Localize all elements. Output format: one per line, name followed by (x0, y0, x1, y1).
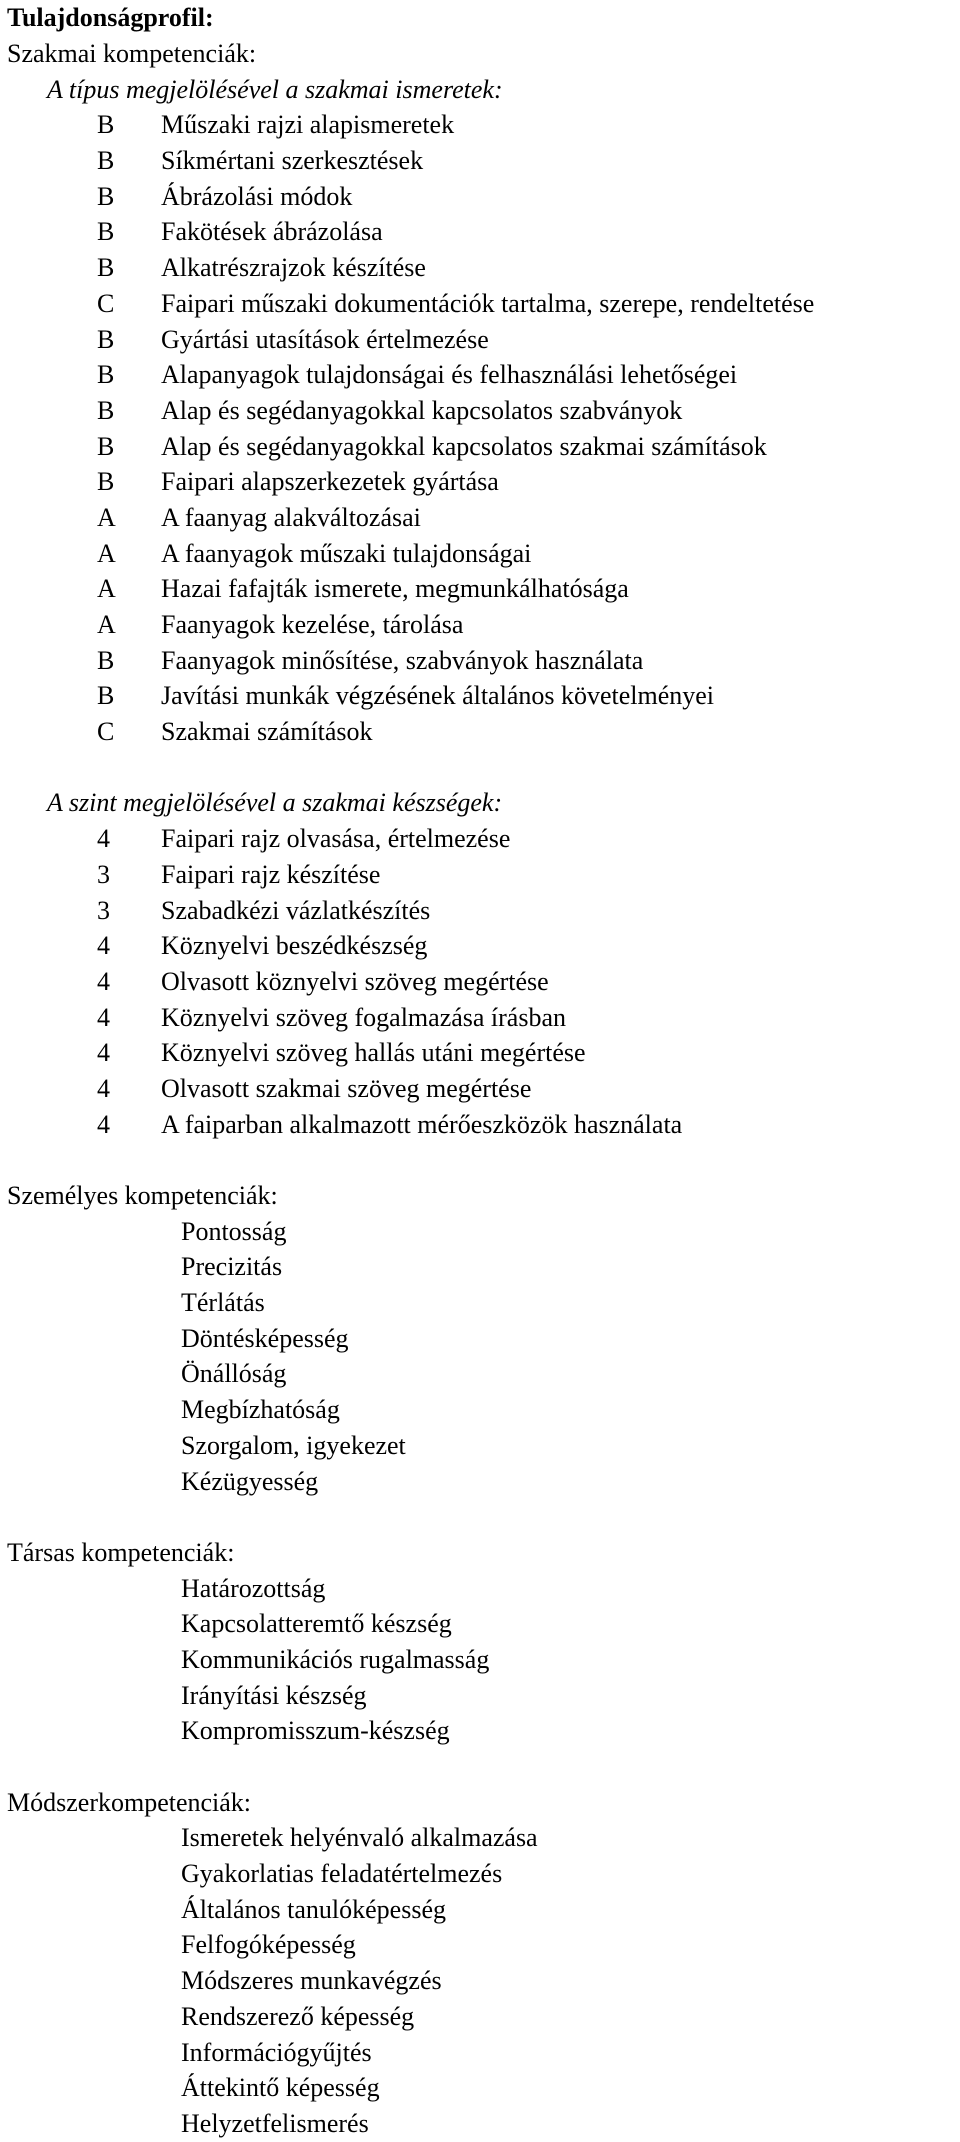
skill-item-label: Olvasott szakmai szöveg megértése (161, 1073, 532, 1103)
skill-item (7, 928, 953, 964)
document (7, 0, 953, 2142)
knowledge-item (7, 571, 953, 607)
knowledge-item (7, 464, 953, 500)
knowledge-item (7, 714, 953, 750)
knowledge-item-code: A (97, 538, 116, 568)
personal-competencies-section (7, 1178, 953, 1499)
method-competency-item: Információgyűjtés (181, 2037, 372, 2067)
personal-competency-item: Kézügyesség (181, 1466, 319, 1496)
skill-item (7, 821, 953, 857)
knowledge-item-code: B (97, 681, 115, 711)
knowledge-item-code: B (97, 431, 115, 461)
method-competency-item: Általános tanulóképesség (181, 1894, 446, 1924)
knowledge-item-label: Síkmértani szerkesztések (161, 146, 424, 176)
method-competency-item: Áttekintő képesség (181, 2073, 380, 2103)
knowledge-list (7, 107, 953, 749)
knowledge-item (7, 322, 953, 358)
professional-competencies-section (7, 36, 953, 1142)
method-competency-item: Felfogóképesség (181, 1930, 356, 1960)
skill-item (7, 1035, 953, 1071)
knowledge-item-code: B (97, 324, 115, 354)
personal-competency-item: Önállóság (181, 1359, 287, 1389)
skill-item (7, 893, 953, 929)
knowledge-item-label: Faipari műszaki dokumentációk tartalma, szerepe, rendeltetése (161, 288, 815, 318)
knowledge-item-label: Hazai fafajták ismerete, megmunkálhatósága (161, 574, 629, 604)
skill-item (7, 1000, 953, 1036)
skill-item-code: 4 (97, 1109, 110, 1139)
knowledge-item (7, 250, 953, 286)
knowledge-item-label: Ábrázolási módok (161, 181, 353, 211)
personal-competencies-heading: Személyes kompetenciák: (7, 1181, 278, 1210)
skills-list (7, 821, 953, 1142)
method-competency-item: Gyakorlatias feladatértelmezés (181, 1859, 503, 1889)
social-competency-item: Kapcsolatteremtő készség (181, 1609, 452, 1639)
social-list (7, 1571, 953, 1749)
knowledge-item (7, 214, 953, 250)
skill-item-code: 4 (97, 824, 110, 854)
skill-item (7, 1071, 953, 1107)
social-competencies-section (7, 1535, 953, 1749)
method-competencies-heading: Módszerkompetenciák: (7, 1787, 252, 1817)
method-competency-item: Helyzetfelismerés (181, 2108, 369, 2138)
skills-subheading: A szint megjelölésével a szakmai készségek: (47, 788, 503, 818)
personal-competency-item: Térlátás (181, 1288, 265, 1318)
knowledge-item (7, 357, 953, 393)
skill-item-label: Köznyelvi beszédkészség (161, 931, 428, 961)
knowledge-item-code: C (97, 288, 115, 318)
knowledge-item (7, 607, 953, 643)
knowledge-item-code: C (97, 717, 115, 747)
skill-item-code: 4 (97, 1073, 110, 1103)
knowledge-item-label: Faanyagok kezelése, tárolása (161, 610, 464, 639)
knowledge-item-label: Faanyagok minősítése, szabványok használata (161, 645, 644, 675)
document-title: Tulajdonságprofil: (7, 3, 214, 32)
knowledge-item-label: A faanyag alakváltozásai (161, 502, 421, 532)
skill-item-label: Szabadkézi vázlatkészítés (161, 895, 431, 925)
personal-competency-item: Pontosság (181, 1216, 287, 1246)
knowledge-item (7, 678, 953, 714)
skill-item-code: 4 (97, 966, 110, 996)
knowledge-item-label: Gyártási utasítások értelmezése (161, 324, 489, 354)
method-competency-item: Rendszerező képesség (181, 2001, 415, 2031)
method-competency-item: Módszeres munkavégzés (181, 1966, 442, 1996)
skill-item-label: Köznyelvi szöveg hallás utáni megértése (161, 1038, 586, 1068)
knowledge-item-label: A faanyagok műszaki tulajdonságai (161, 538, 532, 568)
skill-item-label: Köznyelvi szöveg fogalmazása írásban (161, 1002, 567, 1032)
method-competencies-section (7, 1785, 953, 2142)
skill-item-label: Olvasott köznyelvi szöveg megértése (161, 966, 549, 996)
knowledge-item (7, 500, 953, 536)
knowledge-item-code: A (97, 610, 116, 639)
knowledge-item-code: B (97, 217, 115, 247)
knowledge-item-label: Műszaki rajzi alapismeretek (161, 110, 455, 140)
method-list (7, 1820, 953, 2141)
social-competency-item: Kompromisszum-készség (181, 1716, 450, 1746)
spacer (7, 1142, 953, 1178)
knowledge-item-code: B (97, 360, 115, 390)
knowledge-item (7, 536, 953, 572)
knowledge-item-code: B (97, 645, 115, 675)
skill-item (7, 1107, 953, 1143)
knowledge-item (7, 393, 953, 429)
knowledge-item-label: Alap és segédanyagokkal kapcsolatos szabványok (161, 395, 683, 425)
method-competency-item: Ismeretek helyénvaló alkalmazása (181, 1823, 538, 1853)
knowledge-item-code: B (97, 181, 115, 211)
professional-competencies-heading: Szakmai kompetenciák: (7, 39, 257, 68)
knowledge-item-code: B (97, 395, 115, 425)
personal-competency-item: Szorgalom, igyekezet (181, 1430, 406, 1460)
skill-item-code: 3 (97, 859, 110, 889)
social-competency-item: Kommunikációs rugalmasság (181, 1644, 490, 1674)
knowledge-item-label: Fakötések ábrázolása (161, 217, 383, 247)
knowledge-item-label: Faipari alapszerkezetek gyártása (161, 467, 499, 497)
personal-competency-item: Precizitás (181, 1252, 283, 1282)
knowledge-item (7, 143, 953, 179)
knowledge-item-code: A (97, 502, 116, 532)
knowledge-item-code: B (97, 110, 115, 140)
skill-item (7, 857, 953, 893)
knowledge-item-code: A (97, 574, 116, 604)
knowledge-item (7, 107, 953, 143)
skill-item-code: 4 (97, 931, 110, 961)
social-competency-item: Határozottság (181, 1573, 326, 1603)
knowledge-subheading: A típus megjelölésével a szakmai ismeretek: (47, 74, 503, 104)
personal-competency-item: Döntésképesség (181, 1323, 349, 1353)
knowledge-item-label: Alap és segédanyagokkal kapcsolatos szakmai számítások (161, 431, 767, 461)
spacer (7, 750, 953, 786)
skill-item-label: A faiparban alkalmazott mérőeszközök használata (161, 1109, 683, 1139)
knowledge-item (7, 286, 953, 322)
skill-item-label: Faipari rajz olvasása, értelmezése (161, 824, 511, 854)
knowledge-item-code: B (97, 146, 115, 176)
knowledge-item-label: Alapanyagok tulajdonságai és felhasználási lehetőségei (161, 360, 738, 390)
knowledge-item (7, 179, 953, 215)
knowledge-item-label: Alkatrészrajzok készítése (161, 253, 426, 283)
knowledge-item-code: B (97, 467, 115, 497)
knowledge-item-label: Szakmai számítások (161, 717, 373, 747)
personal-list (7, 1214, 953, 1500)
knowledge-item (7, 429, 953, 465)
spacer (7, 1749, 953, 1785)
skill-item-code: 4 (97, 1038, 110, 1068)
skill-item-code: 3 (97, 895, 110, 925)
knowledge-item (7, 643, 953, 679)
skill-item (7, 964, 953, 1000)
personal-competency-item: Megbízhatóság (181, 1395, 340, 1425)
social-competencies-heading: Társas kompetenciák: (7, 1537, 235, 1567)
social-competency-item: Irányítási készség (181, 1680, 367, 1710)
skill-item-code: 4 (97, 1002, 110, 1032)
knowledge-item-code: B (97, 253, 115, 283)
spacer (7, 1499, 953, 1535)
skill-item-label: Faipari rajz készítése (161, 859, 381, 889)
knowledge-item-label: Javítási munkák végzésének általános követelményei (161, 681, 715, 711)
